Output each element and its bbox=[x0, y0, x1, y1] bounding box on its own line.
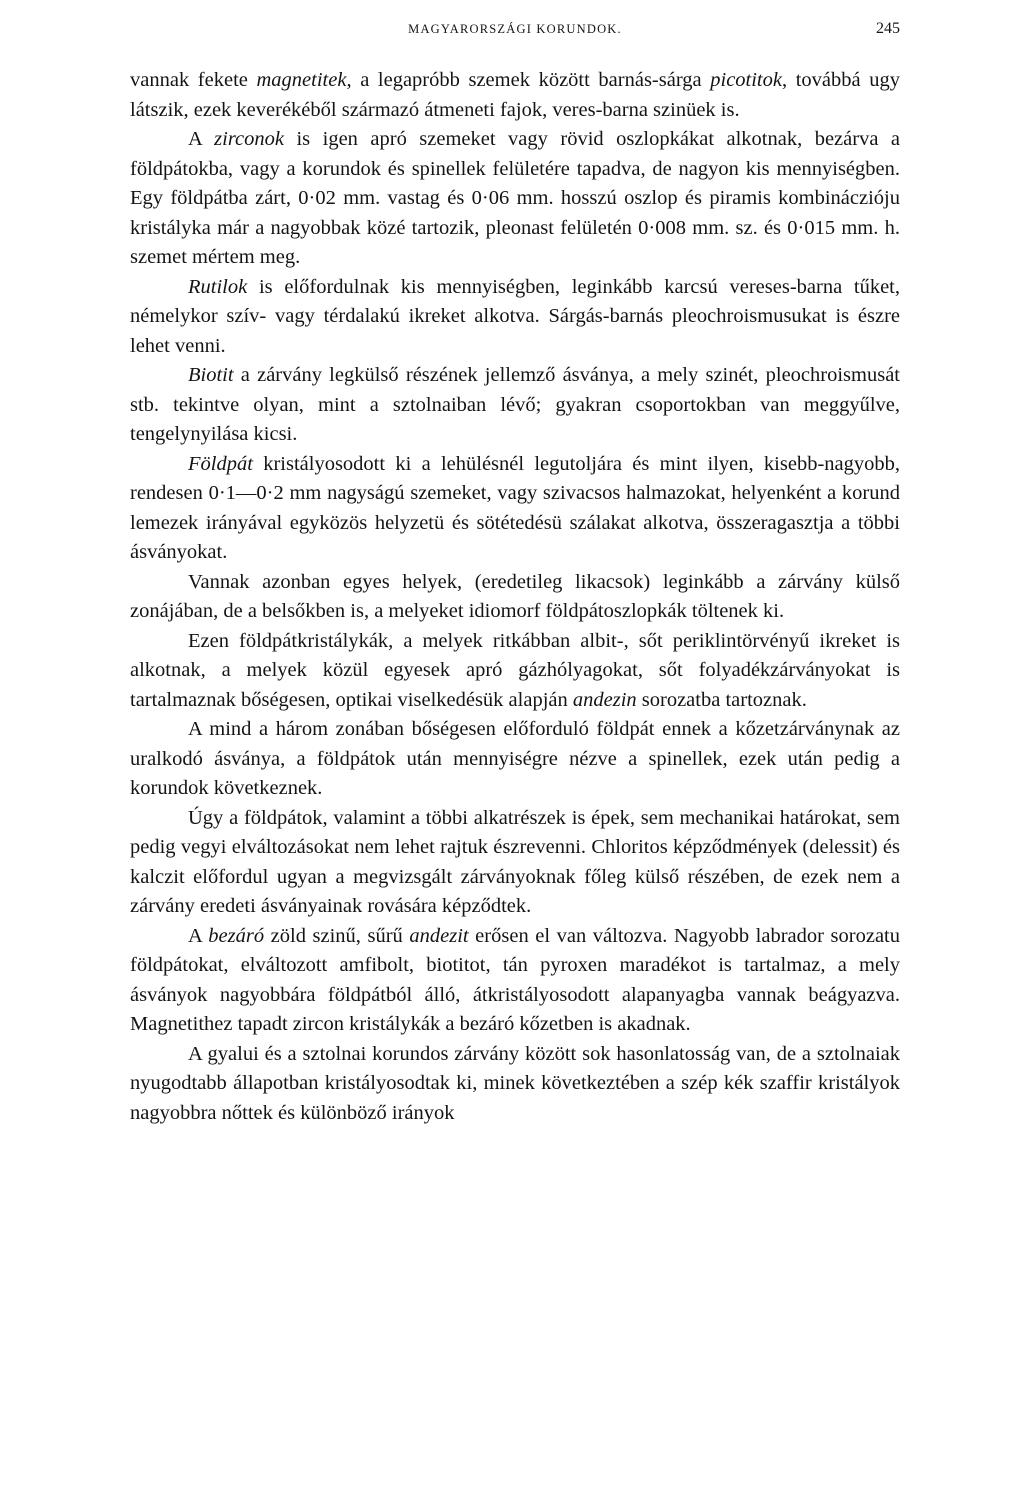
text-run: vannak fekete bbox=[130, 69, 257, 91]
italic-term: Biotit bbox=[188, 364, 234, 386]
text-run: A gyalui és a sztolnai korundos zárvány között sok hasonlatosság van, de a sztolnaiak nyugodtabb állapotban kristályosodtak ki, minek következtében a szép kék szaffir kristályok nagyobbra nőttek és különböző irányok bbox=[130, 1042, 900, 1124]
text-run: erősen el van változva. Nagyobb labrador sorozatu földpátokat, elváltozott amfibolt, biotitot, tán pyroxen maradékot is tartalmaz, a mely ásványok nagyobbára földpátból álló, átkristályosodott alapanyagba vannak beágyazva. Magnetithez tapadt zircon kristálykák a bezáró kőzetben is akadnak. bbox=[130, 924, 901, 1035]
text-run: Ezen földpátkristálykák, a melyek ritkábban albit-, sőt periklintörvényű ikreket is alkotnak, a melyek közül egyesek apró gázhólyagokat, sőt folyadékzárványokat is tartalmaznak bőségesen, optikai viselkedésük alapján bbox=[130, 629, 900, 711]
paragraph bbox=[130, 273, 900, 362]
page-number: 245 bbox=[876, 20, 900, 37]
text-run: zöld szinű, sűrű bbox=[264, 924, 410, 947]
paragraph bbox=[130, 627, 900, 716]
italic-term: picotitok bbox=[710, 69, 782, 91]
text-run: Vannak azonban egyes helyek, (eredetileg likacsok) leginkább a zárvány külső zonájában, de a belsőkben is, a melyeket idiomorf földpátoszlopkák töltenek ki. bbox=[130, 570, 900, 622]
text-run: , a legapróbb szemek között barnás-sárga bbox=[346, 69, 711, 91]
italic-term: bezáró bbox=[208, 924, 265, 947]
running-head bbox=[130, 20, 900, 46]
paragraph bbox=[130, 125, 900, 273]
text-run: sorozatba tartoznak. bbox=[636, 688, 807, 711]
paragraph bbox=[130, 568, 900, 627]
italic-term: magnetitek bbox=[256, 69, 347, 91]
text-run: A bbox=[188, 924, 209, 947]
paragraph bbox=[130, 361, 900, 450]
text-run: Úgy a földpátok, valamint a többi alkatrészek is épek, sem mechanikai határokat, sem pedig vegyi elváltozásokat nem lehet rajtuk észrevenni. Chloritos képződmények (delessit) és kalczit előfordul ugyan a megvizsgált zárványoknak főleg külső részében, de ezek nem a zárvány eredeti ásványainak rovására képződtek. bbox=[130, 806, 900, 917]
text-run: A bbox=[188, 128, 215, 150]
text-run: , továbbá ugy látszik, ezek keverékéből származó átmeneti fajok, veres-barna szinüek is. bbox=[130, 69, 900, 121]
paragraph bbox=[130, 804, 900, 922]
paragraph bbox=[130, 66, 900, 125]
paragraph bbox=[130, 1040, 900, 1129]
text-run: a zárvány legkülső részének jellemző ásványa, a mely szinét, pleochroismusát stb. tekintve olyan, mint a sztolnaiban lévő; gyakran csoportokban van meggyűlve, tengelynyilása kicsi. bbox=[130, 364, 900, 445]
italic-term: zirconok bbox=[214, 128, 284, 150]
paragraph bbox=[130, 715, 900, 804]
text-run: is előfordulnak kis mennyiségben, leginkább karcsú vereses-barna tűket, némelykor szív- vagy térdalakú ikreket alkotva. Sárgás-barnás pleochroismusukat is észre lehet venni. bbox=[130, 275, 900, 357]
text-run: is igen apró szemeket vagy rövid oszlopkákat alkotnak, bezárva a földpátokba, vagy a korundok és spinellek felületére tapadva, de nagyon kis mennyiségben. Egy földpátba zárt, 0·02 mm. vastag és 0·06 mm. hosszú oszlop és piramis kombináczióju kristályka már a nagyobbak közé tartozik, pleonast felületén 0·008 mm. sz. és 0·015 mm. h. szemet mértem meg. bbox=[130, 128, 900, 268]
body-text bbox=[130, 66, 900, 1128]
paragraph bbox=[130, 450, 900, 568]
italic-term: Földpát bbox=[188, 452, 253, 475]
text-run: kristályosodott ki a lehülésnél legutoljára és mint ilyen, kisebb-nagyobb, rendesen 0·1—0·2 mm nagyságú szemeket, vagy szivacsos halmazokat, helyenként a korund lemezek irányával egyközös helyzetü és sötétedésü szálakat alkotva, összeragasztja a többi ásványokat. bbox=[130, 452, 900, 563]
text-run: A mind a három zonában bőségesen előforduló földpát ennek a kőzetzárványnak az uralkodó ásványa, a földpátok után mennyiségre nézve a spinellek, ezek után pedig a korundok következnek. bbox=[130, 718, 900, 799]
paragraph bbox=[130, 922, 900, 1040]
italic-term: andezit bbox=[409, 924, 469, 947]
running-title: MAGYARORSZÁGI KORUNDOK. bbox=[408, 22, 622, 36]
italic-term: Rutilok bbox=[188, 275, 248, 298]
italic-term: andezin bbox=[572, 688, 637, 711]
book-page bbox=[130, 20, 900, 1128]
